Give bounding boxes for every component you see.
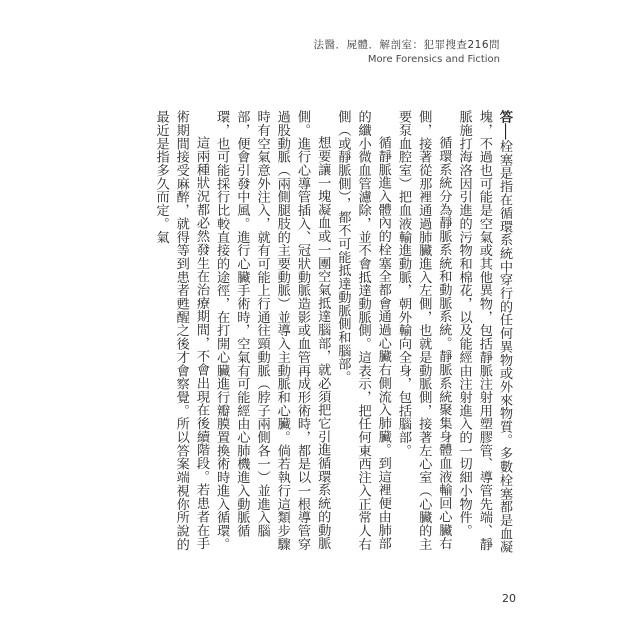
paragraph-4: 想要讓一塊凝血或一團空氣抵達腦部，就必須把它引進循環系統的動脈側。進行心導管插入、冠狀動脈造影或血管再成形術時，都是以一根導管穿過股動脈（兩側腿肢的主要動脈）並導入主動脈和心臟。倘若執行這類步驟時有空氣意外注入，就有可能上行通往頸動脈（脖子兩側各一）並進入腦部，便會引發中風。進行心臟手術時，空氣有可能經由心肺機進入動脈循環，也可能採行比較直接的途徑，在打開心臟進行瓣膜置換術時進入循環。 xyxy=(214,110,331,551)
answer-label: 答 xyxy=(497,110,512,124)
book-subtitle: More Forensics and Fiction xyxy=(367,54,500,65)
vertical-body-text xyxy=(114,110,514,560)
paragraph-5: 這兩種狀況都必然發生在治療期間，不會出現在後續階段。若患者在手術期間接受麻醉，就得等到患者甦醒之後才會察覺。所以答案端視你所說的最近是指多久而定。氣 xyxy=(153,110,209,551)
paragraph-answer xyxy=(453,110,514,560)
running-header xyxy=(313,38,500,68)
paragraph-2: 循環系統分為靜脈系統和動脈系統。靜脈系統聚集身體血液輸回心臟右側，接著從那裡通過肺臟進入左側，也就是動脈側，接著左心室（心臟的主要泵血腔室）把血液輸進動脈，朝外輸向全身，包括腦部。 xyxy=(395,110,452,551)
paragraph-1-text: ──栓塞是指在循環系統中穿行的任何異物或外來物質。多數栓塞都是血凝塊，不過也可能是空氣或其他異物，包括靜脈注射用塑膠管、導管先端、靜脈施打海洛因引進的污物和棉花，以及能經由注射進入的一切細小物件。 xyxy=(456,110,512,554)
paragraph-3: 循靜脈進入體內的栓塞全都會通過心臟右側流入肺臟。到這裡便由肺部的纖小微血管濾除，並不會抵達動脈側。這表示，把任何東西注入正常人右側（或靜脈側），都不可能抵達動脈側和腦部。 xyxy=(335,110,391,551)
book-title: 法醫．屍體．解剖室：犯罪搜查216問 xyxy=(313,39,500,51)
page-number: 20 xyxy=(502,592,516,605)
